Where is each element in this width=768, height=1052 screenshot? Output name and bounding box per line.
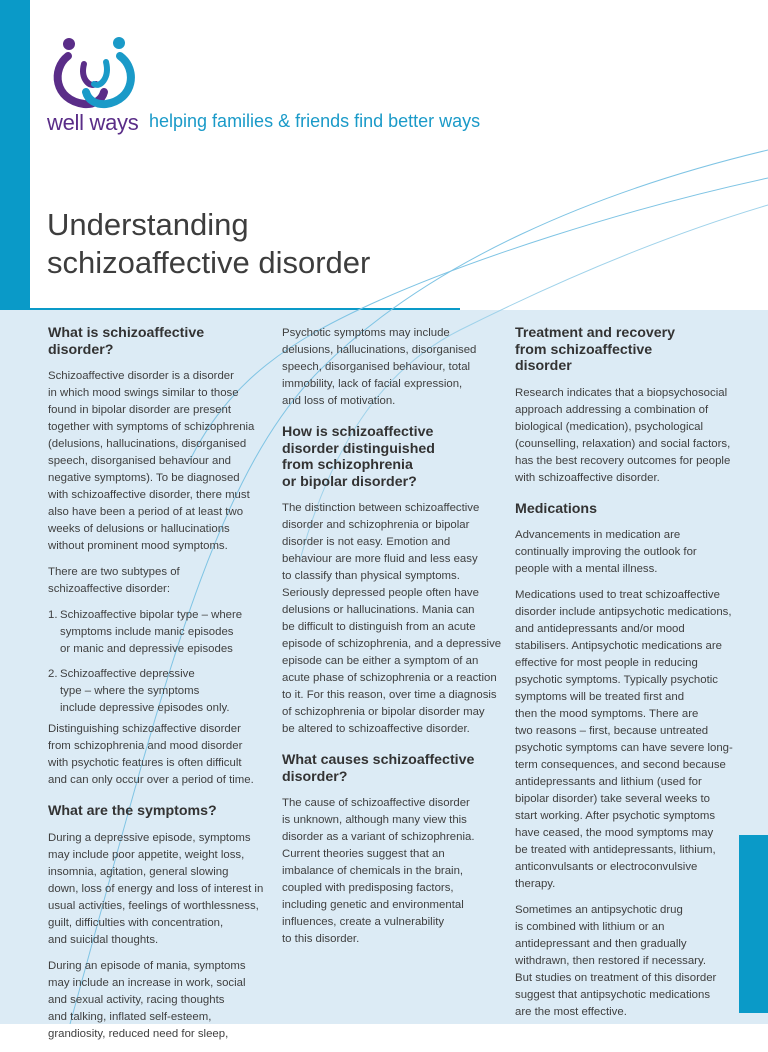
paragraph-subtypes-intro: There are two subtypes of schizoaffective disorder: bbox=[48, 566, 180, 595]
heading-distinguished: How is schizoaffective disorder distinguished from schizophrenia or bipolar disorder? bbox=[282, 424, 435, 490]
paragraph-distinguishing: Distinguishing schizoaffective disorder from schizophrenia and mood disorder with psychotic features is often difficult and can only occur over a period of time. bbox=[48, 723, 254, 786]
paragraph-depressive-symptoms: During a depressive episode, symptoms may include poor appetite, weight loss, insomnia, agitation, general slowing down, loss of energy and loss of interest in usual activities, feelings of worthlessness, guilt, difficulties with concentration, and suicidal thoughts. bbox=[48, 831, 264, 946]
heading-symptoms: What are the symptoms? bbox=[48, 803, 217, 819]
heading-treatment: Treatment and recovery from schizoaffective disorder bbox=[515, 325, 676, 374]
paragraph-medications-used: Medications used to treat schizoaffective disorder include antipsychotic medications, and antidepressants and/or mood stabilisers. Antipsychotic medications are effective for most people in reducing psychotic symptoms. Typically psychotic symptoms will be treated first and then the mood symptoms. There are two reasons – first, because untreated psychotic symptoms can have severe long- term consequences, and second because antidepressants and lithium (used for bipolar disorder) take several weeks to start working. After psychotic symptoms have ceased, the mood symptoms may be treated with antidepressants, lithium, anticonvulsants or electroconvulsive therapy. bbox=[515, 589, 733, 890]
wellways-logo-icon bbox=[46, 34, 146, 110]
brand-name: well ways bbox=[47, 110, 139, 135]
paragraph-psychotic-symptoms: Psychotic symptoms may include delusions, hallucinations, disorganised speech, disorganised behaviour, total immobility, lack of facial expression, and loss of motivation. bbox=[282, 327, 477, 407]
header-divider bbox=[30, 308, 460, 310]
heading-what-is: What is schizoaffective disorder? bbox=[48, 325, 205, 358]
list-item-text: Schizoaffective bipolar type – where symptoms include manic episodes or manic and depressive episodes bbox=[60, 609, 243, 655]
paragraph-treatment: Research indicates that a biopsychosocial approach addressing a combination of biological (medication), psychological (counselling, relaxation) and social factors, has the best recovery outcomes for people with schizoaffective disorder. bbox=[515, 386, 731, 484]
left-accent-bar bbox=[0, 0, 30, 310]
paragraph-combination: Sometimes an antipsychotic drug is combined with lithium or an antidepressant and then gradually withdrawn, then restored if necessary. But studies on treatment of this disorder suggest that antipsychotic medications are the most effective. bbox=[515, 904, 717, 1018]
right-accent-bar bbox=[739, 835, 768, 1013]
list-item bbox=[48, 666, 270, 717]
paragraph-mania-symptoms: During an episode of mania, symptoms may include an increase in work, social and sexual activity, racing thoughts and talking, inflated self-esteem, grandiosity, reduced need for sleep, bbox=[48, 959, 246, 1040]
page-title-line-1: Understanding bbox=[47, 207, 249, 242]
paragraph-causes: The cause of schizoaffective disorder is unknown, although many view this disorder as a variant of schizophrenia. Current theories suggest that an imbalance of chemicals in the brain, coupled with predisposing factors, including genetic and environmental influences, create a vulnerability to this disorder. bbox=[282, 797, 475, 945]
paragraph-definition: Schizoaffective disorder is a disorder in which mood swings similar to those found in bipolar disorder are present together with symptoms of schizophrenia (delusions, hallucinations, disorganised speech, disorganised behaviour and negative symptoms). To be diagnosed with schizoaffective disorder, there must also have been a period of at least two weeks of delusions or hallucinations without prominent mood symptoms. bbox=[48, 370, 255, 552]
brand-tagline: helping families & friends find better ways bbox=[149, 111, 481, 131]
column-1 bbox=[48, 325, 270, 1052]
list-item bbox=[48, 607, 270, 658]
heading-medications: Medications bbox=[515, 500, 597, 517]
list-item-text: Schizoaffective depressive type – where the symptoms include depressive episodes only. bbox=[60, 668, 230, 714]
page-title-line-2: schizoaffective disorder bbox=[47, 245, 371, 280]
heading-causes: What causes schizoaffective disorder? bbox=[282, 752, 475, 785]
subtypes-list bbox=[48, 607, 270, 717]
paragraph-distinction: The distinction between schizoaffective disorder and schizophrenia or bipolar disorder is not easy. Emotion and behaviour are more fluid and less easy to classify than physical symptoms. Seriously depressed people often have delusions or hallucinations. Mania can be difficult to distinguish from an acute episode of schizophrenia, and a depressive episode can be either a symptom of an acute phase of schizophrenia or a reaction to it. For this reason, over time a diagnosis of schizophrenia or bipolar disorder may be altered to schizoaffective disorder. bbox=[282, 502, 502, 735]
column-2 bbox=[282, 325, 502, 957]
list-number: 1. bbox=[48, 609, 58, 621]
column-3 bbox=[515, 325, 735, 1030]
list-number: 2. bbox=[48, 668, 58, 680]
paragraph-advancements: Advancements in medication are continually improving the outlook for people with a mental illness. bbox=[515, 529, 697, 575]
page-title bbox=[47, 206, 370, 282]
